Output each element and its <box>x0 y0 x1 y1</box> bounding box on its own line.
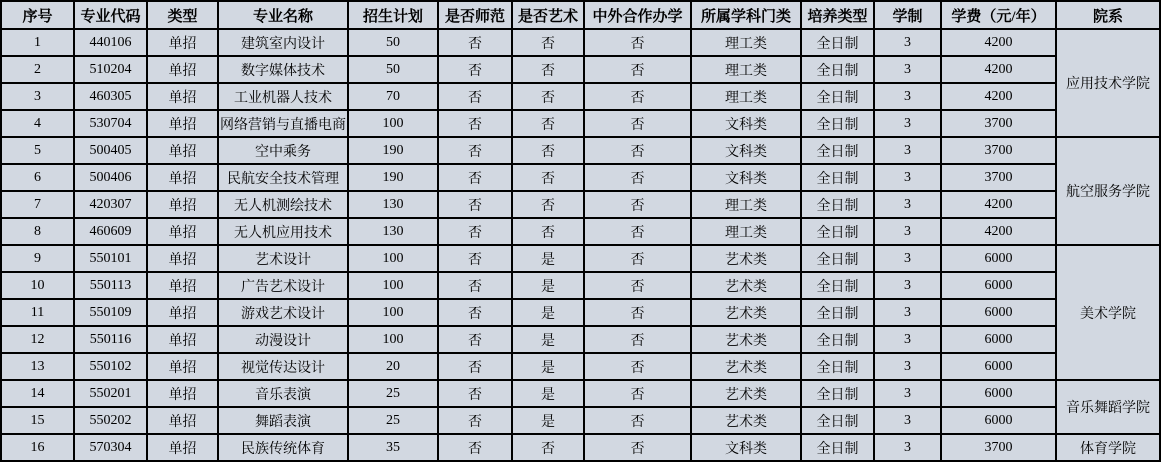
cell-coop: 否 <box>584 164 691 191</box>
cell-normal: 否 <box>438 407 512 434</box>
cell-coop: 否 <box>584 110 691 137</box>
column-header-6: 是否师范 <box>438 1 512 29</box>
column-header-5: 招生计划 <box>348 1 438 29</box>
cell-coop: 否 <box>584 407 691 434</box>
cell-code: 550202 <box>74 407 147 434</box>
cell-discipline: 艺术类 <box>691 299 801 326</box>
cell-department: 音乐舞蹈学院 <box>1056 380 1160 434</box>
cell-coop: 否 <box>584 434 691 461</box>
column-header-7: 是否艺术 <box>512 1 584 29</box>
cell-code: 550116 <box>74 326 147 353</box>
cell-years: 3 <box>874 191 941 218</box>
cell-discipline: 理工类 <box>691 29 801 56</box>
cell-type: 单招 <box>147 326 218 353</box>
cell-years: 3 <box>874 272 941 299</box>
cell-years: 3 <box>874 380 941 407</box>
cell-normal: 否 <box>438 56 512 83</box>
cell-code: 510204 <box>74 56 147 83</box>
column-header-10: 培养类型 <box>801 1 874 29</box>
cell-major: 网络营销与直播电商 <box>218 110 348 137</box>
cell-normal: 否 <box>438 164 512 191</box>
column-header-2: 专业代码 <box>74 1 147 29</box>
cell-years: 3 <box>874 83 941 110</box>
table-row <box>1 110 1160 137</box>
cell-code: 530704 <box>74 110 147 137</box>
cell-no: 4 <box>1 110 74 137</box>
table-row <box>1 299 1160 326</box>
cell-tuition: 4200 <box>941 218 1056 245</box>
cell-code: 550102 <box>74 353 147 380</box>
cell-art: 否 <box>512 434 584 461</box>
cell-code: 460609 <box>74 218 147 245</box>
cell-no: 16 <box>1 434 74 461</box>
cell-tuition: 3700 <box>941 137 1056 164</box>
table-row <box>1 326 1160 353</box>
cell-department: 应用技术学院 <box>1056 29 1160 137</box>
cell-code: 570304 <box>74 434 147 461</box>
cell-coop: 否 <box>584 272 691 299</box>
cell-coop: 否 <box>584 299 691 326</box>
cell-discipline: 理工类 <box>691 83 801 110</box>
header-row <box>1 1 1160 29</box>
cell-type: 单招 <box>147 245 218 272</box>
cell-code: 550109 <box>74 299 147 326</box>
column-header-8: 中外合作办学 <box>584 1 691 29</box>
cell-normal: 否 <box>438 218 512 245</box>
cell-no: 3 <box>1 83 74 110</box>
cell-coop: 否 <box>584 218 691 245</box>
cell-type: 单招 <box>147 56 218 83</box>
cell-plan: 70 <box>348 83 438 110</box>
table-body <box>1 29 1160 461</box>
cell-training: 全日制 <box>801 164 874 191</box>
cell-tuition: 6000 <box>941 353 1056 380</box>
cell-discipline: 理工类 <box>691 56 801 83</box>
cell-tuition: 6000 <box>941 407 1056 434</box>
cell-years: 3 <box>874 353 941 380</box>
table-row <box>1 137 1160 164</box>
cell-discipline: 文科类 <box>691 434 801 461</box>
cell-normal: 否 <box>438 272 512 299</box>
cell-no: 15 <box>1 407 74 434</box>
cell-type: 单招 <box>147 137 218 164</box>
cell-years: 3 <box>874 137 941 164</box>
cell-normal: 否 <box>438 83 512 110</box>
cell-plan: 100 <box>348 272 438 299</box>
cell-type: 单招 <box>147 353 218 380</box>
cell-training: 全日制 <box>801 380 874 407</box>
cell-coop: 否 <box>584 29 691 56</box>
cell-no: 13 <box>1 353 74 380</box>
cell-training: 全日制 <box>801 299 874 326</box>
cell-type: 单招 <box>147 380 218 407</box>
cell-years: 3 <box>874 299 941 326</box>
cell-type: 单招 <box>147 110 218 137</box>
cell-plan: 50 <box>348 56 438 83</box>
cell-training: 全日制 <box>801 218 874 245</box>
cell-coop: 否 <box>584 353 691 380</box>
cell-discipline: 艺术类 <box>691 326 801 353</box>
cell-normal: 否 <box>438 191 512 218</box>
cell-coop: 否 <box>584 191 691 218</box>
cell-department: 体育学院 <box>1056 434 1160 461</box>
cell-no: 6 <box>1 164 74 191</box>
cell-years: 3 <box>874 434 941 461</box>
cell-discipline: 文科类 <box>691 137 801 164</box>
cell-major: 建筑室内设计 <box>218 29 348 56</box>
cell-major: 工业机器人技术 <box>218 83 348 110</box>
cell-no: 1 <box>1 29 74 56</box>
cell-normal: 否 <box>438 299 512 326</box>
cell-tuition: 6000 <box>941 299 1056 326</box>
cell-major: 无人机测绘技术 <box>218 191 348 218</box>
column-header-1: 序号 <box>1 1 74 29</box>
table-row <box>1 272 1160 299</box>
cell-normal: 否 <box>438 380 512 407</box>
cell-code: 550101 <box>74 245 147 272</box>
cell-plan: 100 <box>348 245 438 272</box>
table-row <box>1 353 1160 380</box>
cell-training: 全日制 <box>801 434 874 461</box>
cell-no: 8 <box>1 218 74 245</box>
cell-art: 否 <box>512 218 584 245</box>
column-header-11: 学制 <box>874 1 941 29</box>
cell-normal: 否 <box>438 245 512 272</box>
cell-discipline: 文科类 <box>691 164 801 191</box>
cell-coop: 否 <box>584 326 691 353</box>
cell-plan: 130 <box>348 191 438 218</box>
cell-normal: 否 <box>438 326 512 353</box>
cell-major: 数字媒体技术 <box>218 56 348 83</box>
cell-type: 单招 <box>147 272 218 299</box>
cell-type: 单招 <box>147 83 218 110</box>
cell-tuition: 3700 <box>941 434 1056 461</box>
cell-type: 单招 <box>147 434 218 461</box>
cell-code: 550113 <box>74 272 147 299</box>
cell-training: 全日制 <box>801 56 874 83</box>
cell-no: 10 <box>1 272 74 299</box>
table-row <box>1 380 1160 407</box>
cell-art: 是 <box>512 326 584 353</box>
cell-no: 7 <box>1 191 74 218</box>
table-row <box>1 83 1160 110</box>
cell-type: 单招 <box>147 218 218 245</box>
table-row <box>1 434 1160 461</box>
cell-art: 否 <box>512 29 584 56</box>
cell-major: 舞蹈表演 <box>218 407 348 434</box>
cell-tuition: 4200 <box>941 29 1056 56</box>
cell-plan: 50 <box>348 29 438 56</box>
cell-plan: 20 <box>348 353 438 380</box>
cell-art: 是 <box>512 245 584 272</box>
cell-code: 420307 <box>74 191 147 218</box>
cell-plan: 100 <box>348 299 438 326</box>
cell-code: 460305 <box>74 83 147 110</box>
cell-major: 动漫设计 <box>218 326 348 353</box>
cell-code: 440106 <box>74 29 147 56</box>
cell-normal: 否 <box>438 137 512 164</box>
cell-coop: 否 <box>584 245 691 272</box>
column-header-4: 专业名称 <box>218 1 348 29</box>
cell-art: 是 <box>512 272 584 299</box>
cell-major: 无人机应用技术 <box>218 218 348 245</box>
cell-discipline: 理工类 <box>691 191 801 218</box>
cell-major: 民航安全技术管理 <box>218 164 348 191</box>
cell-type: 单招 <box>147 164 218 191</box>
cell-major: 空中乘务 <box>218 137 348 164</box>
cell-no: 9 <box>1 245 74 272</box>
cell-art: 否 <box>512 164 584 191</box>
cell-plan: 130 <box>348 218 438 245</box>
cell-tuition: 3700 <box>941 110 1056 137</box>
cell-training: 全日制 <box>801 110 874 137</box>
cell-art: 否 <box>512 83 584 110</box>
cell-plan: 100 <box>348 110 438 137</box>
cell-tuition: 4200 <box>941 56 1056 83</box>
cell-plan: 25 <box>348 407 438 434</box>
cell-years: 3 <box>874 407 941 434</box>
cell-training: 全日制 <box>801 191 874 218</box>
table-row <box>1 191 1160 218</box>
cell-tuition: 3700 <box>941 164 1056 191</box>
cell-discipline: 理工类 <box>691 218 801 245</box>
cell-normal: 否 <box>438 434 512 461</box>
cell-no: 11 <box>1 299 74 326</box>
cell-no: 12 <box>1 326 74 353</box>
cell-tuition: 6000 <box>941 272 1056 299</box>
cell-tuition: 6000 <box>941 326 1056 353</box>
table-row <box>1 29 1160 56</box>
cell-training: 全日制 <box>801 407 874 434</box>
cell-training: 全日制 <box>801 353 874 380</box>
cell-training: 全日制 <box>801 29 874 56</box>
cell-discipline: 艺术类 <box>691 407 801 434</box>
cell-art: 是 <box>512 380 584 407</box>
cell-major: 游戏艺术设计 <box>218 299 348 326</box>
column-header-13: 院系 <box>1056 1 1160 29</box>
cell-training: 全日制 <box>801 326 874 353</box>
cell-discipline: 文科类 <box>691 110 801 137</box>
cell-major: 视觉传达设计 <box>218 353 348 380</box>
column-header-9: 所属学科门类 <box>691 1 801 29</box>
cell-major: 民族传统体育 <box>218 434 348 461</box>
cell-normal: 否 <box>438 110 512 137</box>
cell-major: 艺术设计 <box>218 245 348 272</box>
cell-tuition: 4200 <box>941 191 1056 218</box>
cell-years: 3 <box>874 110 941 137</box>
cell-discipline: 艺术类 <box>691 272 801 299</box>
cell-years: 3 <box>874 29 941 56</box>
cell-plan: 190 <box>348 137 438 164</box>
cell-code: 500406 <box>74 164 147 191</box>
cell-type: 单招 <box>147 299 218 326</box>
cell-discipline: 艺术类 <box>691 353 801 380</box>
cell-major: 广告艺术设计 <box>218 272 348 299</box>
cell-art: 是 <box>512 299 584 326</box>
cell-tuition: 4200 <box>941 83 1056 110</box>
cell-training: 全日制 <box>801 272 874 299</box>
cell-no: 14 <box>1 380 74 407</box>
cell-type: 单招 <box>147 191 218 218</box>
column-header-12: 学费（元/年） <box>941 1 1056 29</box>
cell-plan: 190 <box>348 164 438 191</box>
cell-normal: 否 <box>438 353 512 380</box>
cell-no: 2 <box>1 56 74 83</box>
cell-training: 全日制 <box>801 83 874 110</box>
cell-code: 550201 <box>74 380 147 407</box>
cell-coop: 否 <box>584 380 691 407</box>
cell-major: 音乐表演 <box>218 380 348 407</box>
cell-training: 全日制 <box>801 137 874 164</box>
cell-tuition: 6000 <box>941 380 1056 407</box>
cell-art: 是 <box>512 407 584 434</box>
cell-art: 是 <box>512 353 584 380</box>
cell-department: 美术学院 <box>1056 245 1160 380</box>
cell-training: 全日制 <box>801 245 874 272</box>
column-header-3: 类型 <box>147 1 218 29</box>
cell-type: 单招 <box>147 29 218 56</box>
cell-type: 单招 <box>147 407 218 434</box>
table-row <box>1 218 1160 245</box>
cell-department: 航空服务学院 <box>1056 137 1160 245</box>
cell-plan: 35 <box>348 434 438 461</box>
cell-years: 3 <box>874 164 941 191</box>
cell-code: 500405 <box>74 137 147 164</box>
table-row <box>1 56 1160 83</box>
cell-plan: 100 <box>348 326 438 353</box>
cell-plan: 25 <box>348 380 438 407</box>
cell-discipline: 艺术类 <box>691 380 801 407</box>
cell-years: 3 <box>874 245 941 272</box>
cell-coop: 否 <box>584 56 691 83</box>
cell-discipline: 艺术类 <box>691 245 801 272</box>
cell-coop: 否 <box>584 137 691 164</box>
cell-art: 否 <box>512 110 584 137</box>
cell-no: 5 <box>1 137 74 164</box>
cell-art: 否 <box>512 137 584 164</box>
cell-years: 3 <box>874 218 941 245</box>
table-row <box>1 245 1160 272</box>
cell-years: 3 <box>874 326 941 353</box>
cell-coop: 否 <box>584 83 691 110</box>
cell-years: 3 <box>874 56 941 83</box>
cell-tuition: 6000 <box>941 245 1056 272</box>
table-row <box>1 164 1160 191</box>
cell-normal: 否 <box>438 29 512 56</box>
table-row <box>1 407 1160 434</box>
cell-art: 否 <box>512 191 584 218</box>
cell-art: 否 <box>512 56 584 83</box>
